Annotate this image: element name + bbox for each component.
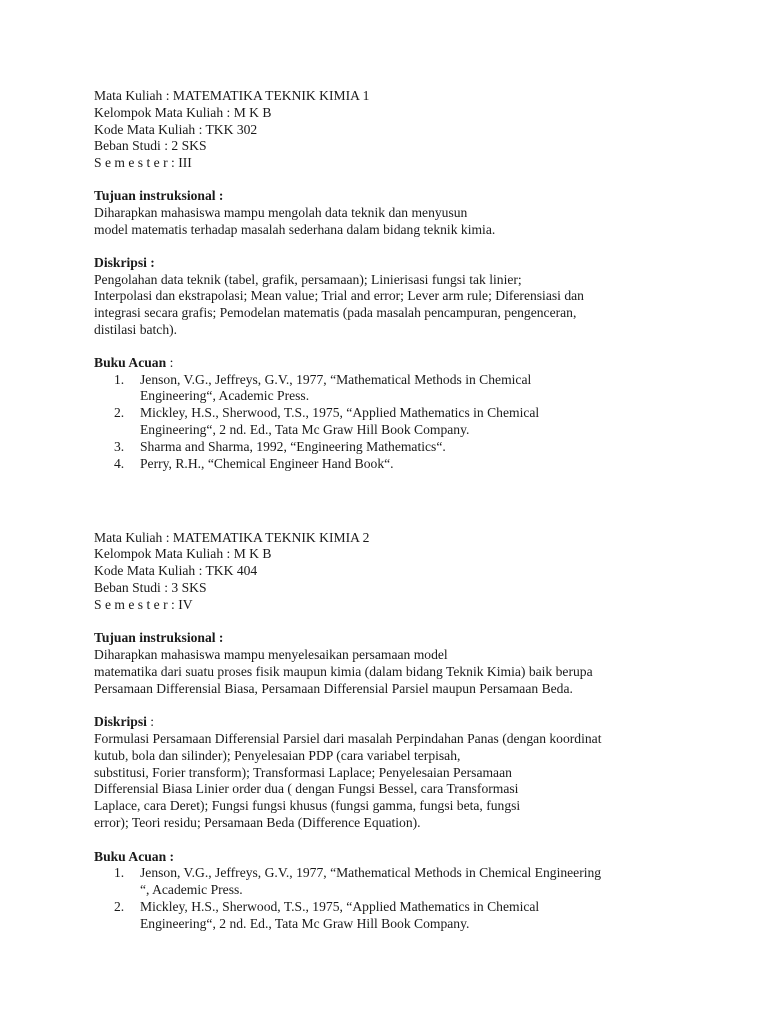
course2-objective-line: Diharapkan mahasiswa mampu menyelesaikan persamaan model	[94, 647, 448, 662]
course1-ref-line: Sharma and Sharma, 1992, “Engineering Mathematics“.	[140, 439, 446, 454]
course2-ref-number: 1.	[114, 865, 125, 880]
course1-description-line: Pengolahan data teknik (tabel, grafik, persamaan); Linierisasi fungsi tak linier;	[94, 272, 522, 287]
course1-objective-line: Diharapkan mahasiswa mampu mengolah data teknik dan menyusun	[94, 205, 468, 220]
course1-ref-line: Jenson, V.G., Jeffreys, G.V., 1977, “Mathematical Methods in Chemical	[140, 372, 532, 387]
course2-description-line: Formulasi Persamaan Differensial Parsiel dari masalah Perpindahan Panas (dengan koordinat	[94, 731, 602, 746]
course2-description-colon: :	[146, 714, 155, 729]
course1-ref-line: Perry, R.H., “Chemical Engineer Hand Book“.	[140, 456, 394, 471]
course1-references-heading-line	[94, 355, 173, 372]
course2-ref-line: Jenson, V.G., Jeffreys, G.V., 1977, “Mathematical Methods in Chemical Engineering	[140, 865, 602, 880]
course1-load: Beban Studi : 2 SKS	[94, 138, 207, 153]
course2-code: Kode Mata Kuliah : TKK 404	[94, 563, 258, 578]
course1-objective-line: model matematis terhadap masalah sederhana dalam bidang teknik kimia.	[94, 222, 496, 237]
course2-description-line: Laplace, cara Deret); Fungsi fungsi khusus (fungsi gamma, fungsi beta, fungsi	[94, 798, 521, 813]
course2-title: Mata Kuliah : MATEMATIKA TEKNIK KIMIA 2	[94, 530, 370, 545]
course2-ref-number: 2.	[114, 899, 125, 914]
course2-description-line: substitusi, Forier transform); Transformasi Laplace; Penyelesaian Persamaan	[94, 765, 512, 780]
course1-references-colon: :	[166, 355, 174, 370]
course2-ref-line: Engineering“, 2 nd. Ed., Tata Mc Graw Hill Book Company.	[140, 916, 470, 931]
course2-ref-line: “, Academic Press.	[140, 882, 243, 897]
course1-objective-heading: Tujuan instruksional :	[94, 188, 224, 203]
course2-semester: S e m e s t e r : IV	[94, 597, 193, 612]
course2-load: Beban Studi : 3 SKS	[94, 580, 207, 595]
course2-objective-line: matematika dari suatu proses fisik maupun kimia (dalam bidang Teknik Kimia) baik berupa	[94, 664, 593, 679]
course2-description-line: Differensial Biasa Linier order dua ( dengan Fungsi Bessel, cara Transformasi	[94, 781, 519, 796]
course1-description-line: distilasi batch).	[94, 322, 178, 337]
course1-ref-line: Engineering“, Academic Press.	[140, 388, 310, 403]
course1-references-heading: Buku Acuan	[94, 355, 167, 370]
course2-references-heading: Buku Acuan :	[94, 849, 175, 864]
course1-ref-number: 2.	[114, 405, 125, 420]
course1-description-line: integrasi secara grafis; Pemodelan matematis (pada masalah pencampuran, pengenceran,	[94, 305, 577, 320]
course2-group: Kelompok Mata Kuliah : M K B	[94, 546, 272, 561]
course1-description-line: Interpolasi dan ekstrapolasi; Mean value; Trial and error; Lever arm rule; Diferensiasi dan	[94, 288, 584, 303]
course1-semester: S e m e s t e r : III	[94, 155, 192, 170]
course1-ref-number: 1.	[114, 372, 125, 387]
course2-description-line: error); Teori residu; Persamaan Beda (Difference Equation).	[94, 815, 421, 830]
course1-ref-line: Engineering“, 2 nd. Ed., Tata Mc Graw Hill Book Company.	[140, 422, 470, 437]
course1-ref-line: Mickley, H.S., Sherwood, T.S., 1975, “Applied Mathematics in Chemical	[140, 405, 540, 420]
course2-description-heading: Diskripsi	[94, 714, 147, 729]
course2-objective-heading: Tujuan instruksional :	[94, 630, 224, 645]
course2-description-line: kutub, bola dan silinder); Penyelesaian PDP (cara variabel terpisah,	[94, 748, 461, 763]
course2-description-heading-line	[94, 714, 154, 731]
course1-title: Mata Kuliah : MATEMATIKA TEKNIK KIMIA 1	[94, 88, 370, 103]
course1-ref-number: 4.	[114, 456, 125, 471]
course2-ref-line: Mickley, H.S., Sherwood, T.S., 1975, “Applied Mathematics in Chemical	[140, 899, 540, 914]
course1-group: Kelompok Mata Kuliah : M K B	[94, 105, 272, 120]
course1-code: Kode Mata Kuliah : TKK 302	[94, 122, 258, 137]
course2-objective-line: Persamaan Differensial Biasa, Persamaan Differensial Parsiel maupun Persamaan Beda.	[94, 681, 573, 696]
course1-description-heading: Diskripsi :	[94, 255, 155, 270]
course1-ref-number: 3.	[114, 439, 125, 454]
